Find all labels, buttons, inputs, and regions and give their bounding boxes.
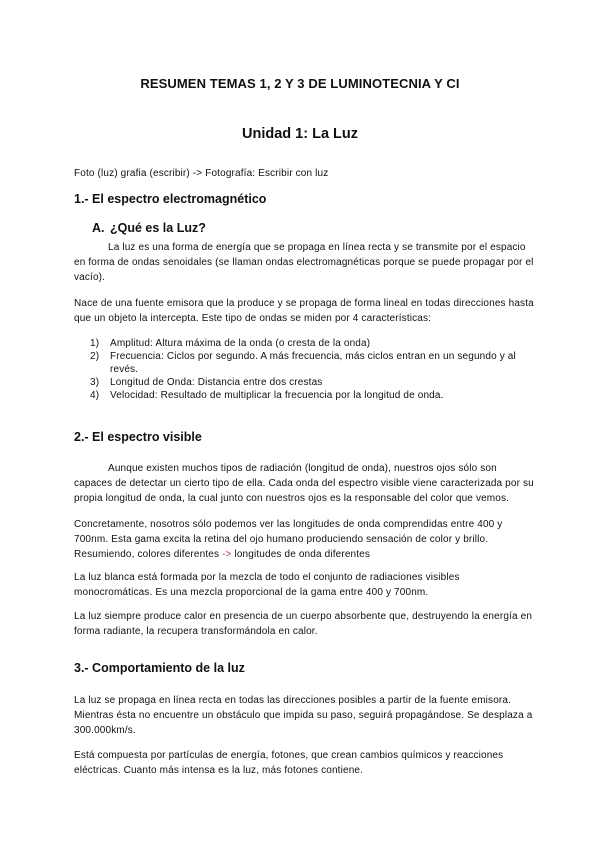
- section-3-paragraph-2: Está compuesta por partículas de energía, fotones, que crean cambios químicos y reacciones eléctricas. Cuanto más intensa es la luz, más fotones contiene.: [74, 750, 504, 776]
- section-2-paragraph-3: La luz blanca está formada por la mezcla de todo el conjunto de radiaciones visibles monocromáticas. Es una mezcla proporcional de la gama entre 400 y 700nm.: [74, 572, 460, 598]
- intro-line: Foto (luz) grafia (escribir) -> Fotografía: Escribir con luz: [74, 168, 329, 179]
- unit-title: Unidad 1: La Luz: [242, 126, 358, 142]
- list-item: 2) Frecuencia: Ciclos por segundo. A más frecuencia, más ciclos entran en un segundo y al revés.: [90, 351, 516, 375]
- document-title: RESUMEN TEMAS 1, 2 Y 3 DE LUMINOTECNIA Y CI: [140, 76, 460, 91]
- subsection-a-title: ¿Qué es la Luz?: [110, 221, 206, 235]
- characteristics-list: [90, 337, 530, 402]
- section-2-heading: 2.- El espectro visible: [74, 430, 202, 444]
- section-3-paragraph-1: La luz se propaga en línea recta en todas las direcciones posibles a partir de la fuente emisora. Mientras ésta no encuentre un obstáculo que impida su paso, seguirá propagándose. Se desplaza a 300.000km/s.: [74, 695, 533, 736]
- section-2-paragraph-1: Aunque existen muchos tipos de radiación (longitud de onda), nuestros ojos sólo son capaces de detectar un cierto tipo de ella. Cada onda del espectro visible viene caracterizada por su propia longitud de onda, la cual junto con nuestros ojos es la responsable del color que vemos.: [74, 463, 534, 504]
- section-2-paragraph-4: La luz siempre produce calor en presencia de un cuerpo absorbente que, destruyendo la energía en forma radiante, la recupera transformándola en calor.: [74, 611, 533, 637]
- section-1-paragraph-2: Nace de una fuente emisora que la produce y se propaga de forma lineal en todas direcciones hasta que un objeto la intercepta. Este tipo de ondas se miden por 4 características:: [74, 298, 534, 324]
- list-item: 4) Velocidad: Resultado de multiplicar la frecuencia por la longitud de onda.: [90, 390, 444, 401]
- arrow-glyph: ->: [222, 549, 232, 560]
- subsection-a-letter: A.: [92, 221, 105, 235]
- list-item: 3) Longitud de Onda: Distancia entre dos crestas: [90, 377, 323, 388]
- list-item: 1) Amplitud: Altura máxima de la onda (o cresta de la onda): [90, 338, 371, 349]
- section-2-paragraph-2: Concretamente, nosotros sólo podemos ver las longitudes de onda comprendidas entre 400 y 700nm. Esta gama excita la retina del ojo humano produciendo sensación de color y brillo. Resumiendo, colores diferentes -> longitudes de onda diferentes: [74, 519, 503, 560]
- subsection-a-heading: [92, 221, 206, 235]
- section-1-paragraph-1: La luz es una forma de energía que se propaga en línea recta y se transmite por el espacio en forma de ondas senoidales (se llaman ondas electromagnéticas porque se puede propagar por el vacío).: [74, 242, 534, 283]
- section-3-heading: 3.- Comportamiento de la luz: [74, 661, 245, 675]
- section-1-heading: 1.- El espectro electromagnético: [74, 192, 267, 206]
